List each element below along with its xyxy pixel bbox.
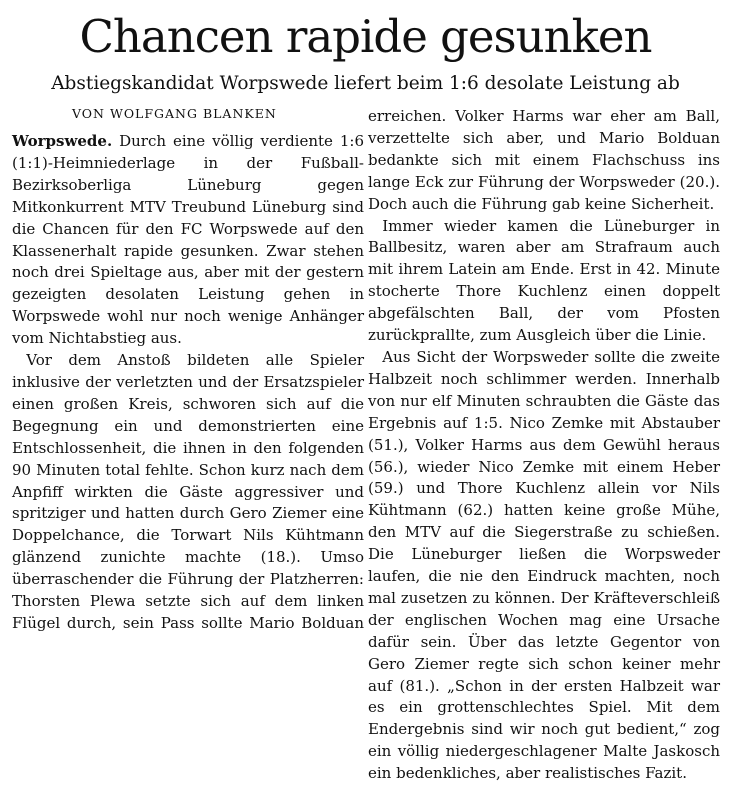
dateline: Worpswede.: [12, 132, 113, 150]
headline: Chancen rapide gesunken: [79, 10, 652, 63]
article-paragraph-2: Vor dem Anstoß bildeten alle Spieler inklusive der verletzten und der Ersatzspieler einen großen Kreis, schworen sich auf die Begegnung ein und demonstrierten eine Entschlossenheit, die ihnen in den folgenden 90 Minuten total fehlte. Schon kurz nach dem Anpfiff wirkten die Gäste aggressiver und spritziger und hatten durch Gero Ziemer eine Doppelchance, die Torwart Nils Kühtmann glänzend zunichte machte (18.). Umso überraschender die Führung der Platzherren: Thorsten Plewa setzte sich auf dem linken Flügel durch, sein Pass sollte Mario Bolduan: [12, 351, 364, 632]
paragraph-1-text: Durch eine völlig verdiente 1:6 (1:1)-Heimniederlage in der Fußball-Bezirksoberliga Lüneburg gegen Mitkonkurrent MTV Treubund Lüneburg sind die Chancen für den FC Worpswede auf den Klassenerhalt rapide gesunken. Zwar stehen noch drei Spieltage aus, aber mit der gestern gezeigten desolaten Leistung gehen in Worpswede wohl nur noch wenige Anhänger vom Nichtabstieg aus.: [12, 132, 364, 348]
article-column-left: [12, 106, 364, 635]
article-paragraph-1: [12, 131, 364, 350]
article-paragraph-3: Immer wieder kamen die Lüneburger in Ballbesitz, waren aber am Strafraum auch mit ihrem Latein am Ende. Erst in 42. Minute stocherte Thore Kuchlenz einen doppelt abgefälschten Ball, der vom Pfosten zurückprallte, zum Ausgleich über die Linie.: [368, 216, 720, 345]
subheadline: Abstiegskandidat Worpswede liefert beim 1:6 desolate Leistung ab: [51, 73, 680, 94]
article-paragraph-2-continued: erreichen. Volker Harms war eher am Ball, verzettelte sich aber, und Mario Bolduan bedankte sich mit einem Flachschuss ins lange Eck zur Führung der Worpsweder (20.). Doch auch die Führung gab keine Sicherheit.: [368, 107, 720, 213]
article-column-right: [368, 106, 720, 785]
article-paragraph-4: Aus Sicht der Worpsweder sollte die zweite Halbzeit noch schlimmer werden. Innerhalb von nur elf Minuten schraubten die Gäste das Ergebnis auf 1:5. Nico Zemke mit Abstauber (51.), Volker Harms aus dem Gewühl heraus (56.), wieder Nico Zemke mit einem Heber (59.) und Thore Kuchlenz allein vor Nils Kühtmann (62.) hatten keine große Mühe, den MTV auf die Siegerstraße zu schießen. Die Lüneburger ließen die Worpsweder laufen, die nie den Eindruck machten, noch mal zusetzen zu können. Der Kräfteverschleiß der englischen Wochen mag eine Ursache dafür sein. Über das letzte Gegentor von Gero Ziemer regte sich schon keiner mehr auf (81.). „Schon in der ersten Halbzeit war es ein grottenschlechtes Spiel. Mit dem Endergebnis sind wir noch gut bedient,“ zog ein völlig niedergeschlagener Malte Jaskosch ein bedenkliches, aber realistisches Fazit.: [368, 347, 720, 783]
byline: VON WOLFGANG BLANKEN: [72, 106, 277, 121]
